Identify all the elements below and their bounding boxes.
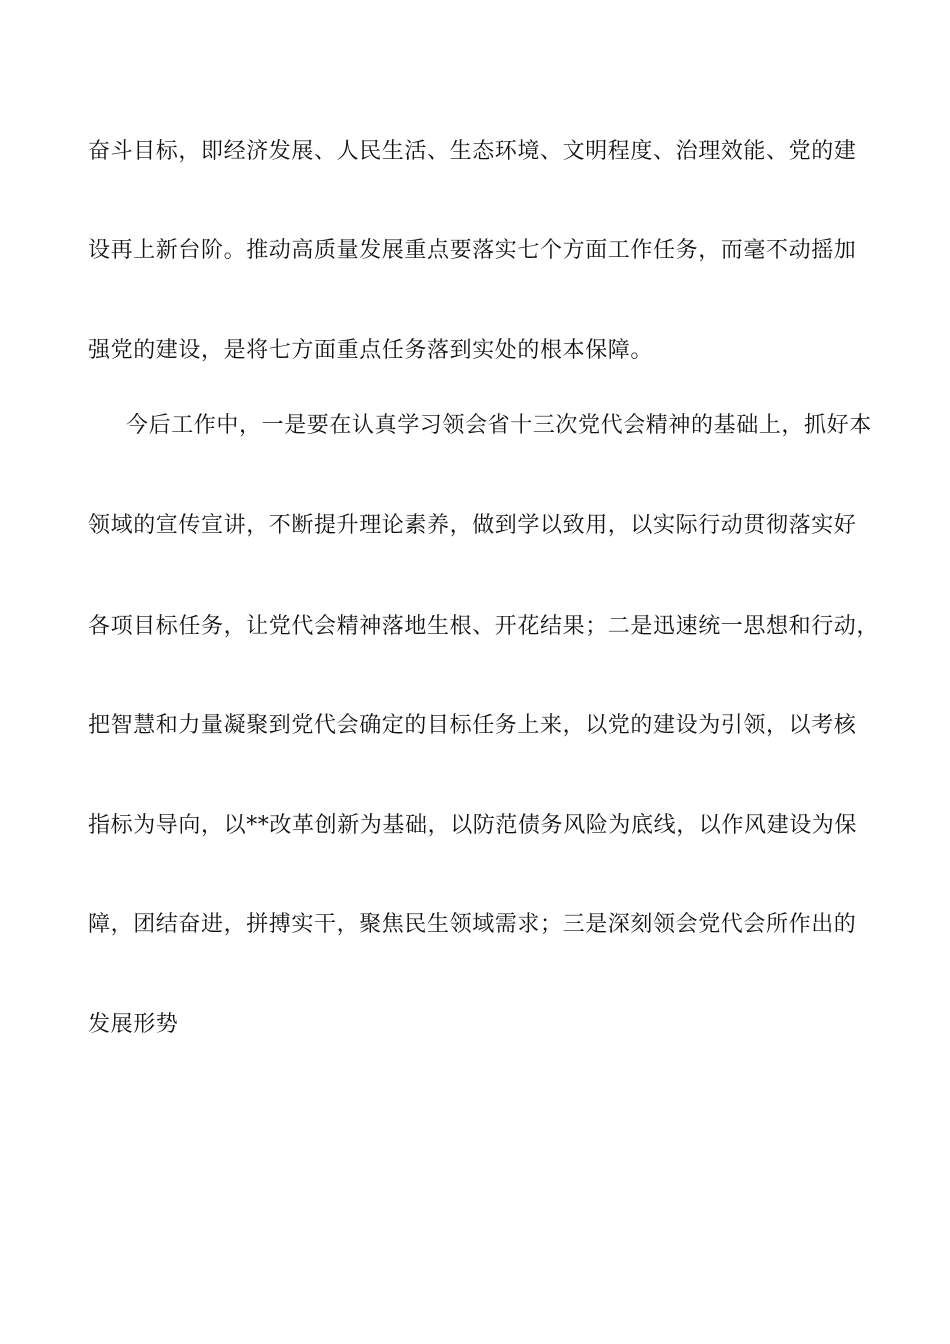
paragraph-line: 发展形势	[88, 1012, 179, 1037]
paragraph-line: 今后工作中，一是要在认真学习领会省十三次党代会精神的基础上，抓好本	[126, 413, 872, 438]
paragraph-line: 各项目标任务，让党代会精神落地生根、开花结果；二是迅速统一思想和行动，	[88, 614, 880, 639]
paragraph-line: 奋斗目标，即经济发展、人民生活、生态环境、文明程度、治理效能、党的建	[88, 139, 857, 164]
paragraph-line: 领域的宣传宣讲，不断提升理论素养，做到学以致用，以实际行动贯彻落实好	[88, 513, 857, 538]
paragraph-line: 障，团结奋进，拼搏实干，聚焦民生领域需求；三是深刻领会党代会所作出的	[88, 912, 857, 937]
paragraph-line: 指标为导向，以**改革创新为基础，以防范债务风险为底线，以作风建设为保	[88, 813, 858, 838]
paragraph-line: 设再上新台阶。推动高质量发展重点要落实七个方面工作任务，而毫不动摇加	[88, 238, 857, 263]
paragraph-line: 把智慧和力量凝聚到党代会确定的目标任务上来，以党的建设为引领，以考核	[88, 713, 857, 738]
paragraph-line: 强党的建设，是将七方面重点任务落到实处的根本保障。	[88, 338, 654, 363]
